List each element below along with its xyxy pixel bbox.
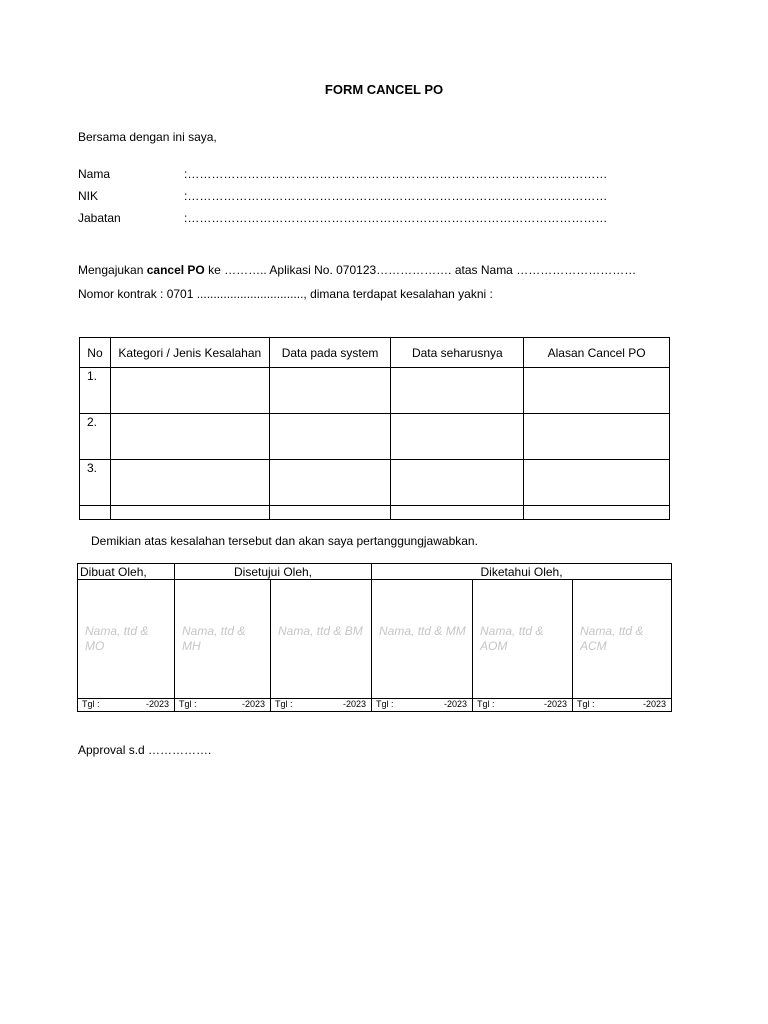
table-cell[interactable] bbox=[391, 414, 524, 460]
date-year: -2023 bbox=[643, 699, 667, 709]
date-cell[interactable] bbox=[573, 699, 672, 712]
date-cell[interactable] bbox=[372, 699, 473, 712]
header-kategori: Kategori / Jenis Kesalahan bbox=[110, 338, 269, 368]
date-label: Tgl : bbox=[82, 699, 100, 709]
header-data-seharusnya: Data seharusnya bbox=[391, 338, 524, 368]
date-year: -2023 bbox=[443, 699, 468, 709]
table-cell[interactable] bbox=[391, 460, 524, 506]
request-pre: Mengajukan bbox=[78, 263, 147, 277]
table-cell[interactable] bbox=[269, 506, 391, 520]
table-cell[interactable] bbox=[524, 460, 670, 506]
signature-header-row bbox=[78, 564, 672, 580]
approved-by-label: Disetujui Oleh, bbox=[175, 564, 372, 580]
closing-text: Demikian atas kesalahan tersebut dan akan saya pertanggungjawabkan. bbox=[91, 534, 478, 548]
signature-placeholder: Nama, ttd & MM bbox=[379, 624, 466, 638]
form-title: FORM CANCEL PO bbox=[324, 82, 444, 97]
jabatan-label: Jabatan bbox=[78, 211, 121, 225]
header-data-system: Data pada system bbox=[269, 338, 391, 368]
table-cell[interactable] bbox=[524, 368, 670, 414]
nama-field[interactable]: :…………………………………………………………………………………………… bbox=[184, 167, 608, 181]
table-cell[interactable] bbox=[524, 506, 670, 520]
date-label: Tgl : bbox=[477, 699, 495, 709]
signature-date-row bbox=[78, 699, 672, 712]
table-cell[interactable] bbox=[269, 368, 391, 414]
date-label: Tgl : bbox=[577, 699, 595, 709]
date-cell[interactable] bbox=[175, 699, 271, 712]
errors-header-row bbox=[80, 338, 670, 368]
table-cell[interactable] bbox=[269, 414, 391, 460]
signature-placeholder: Nama, ttd & MH bbox=[182, 624, 246, 653]
table-cell[interactable] bbox=[391, 506, 524, 520]
signature-box-acm[interactable] bbox=[573, 580, 672, 699]
table-cell[interactable] bbox=[80, 506, 111, 520]
approval-text: Approval s.d ……………. bbox=[78, 743, 212, 757]
table-cell[interactable] bbox=[269, 460, 391, 506]
jabatan-field[interactable]: :…………………………………………………………………………………………… bbox=[184, 211, 608, 225]
date-label: Tgl : bbox=[275, 699, 293, 709]
signature-box-aom[interactable] bbox=[473, 580, 573, 699]
nik-label: NIK bbox=[78, 189, 99, 203]
signature-box-mm[interactable] bbox=[372, 580, 473, 699]
made-by-label: Dibuat Oleh, bbox=[78, 564, 175, 580]
signature-box-mo[interactable] bbox=[78, 580, 175, 699]
table-row bbox=[80, 460, 670, 506]
signature-box-mh[interactable] bbox=[175, 580, 271, 699]
request-line bbox=[78, 263, 636, 277]
date-label: Tgl : bbox=[376, 699, 394, 709]
date-year: -2023 bbox=[241, 699, 265, 709]
table-cell[interactable] bbox=[391, 368, 524, 414]
errors-table bbox=[79, 337, 670, 520]
nama-label: Nama bbox=[78, 167, 111, 181]
intro-text: Bersama dengan ini saya, bbox=[78, 130, 217, 144]
header-no: No bbox=[80, 338, 111, 368]
signature-placeholder: Nama, ttd & MO bbox=[85, 624, 149, 653]
request-post: ke ……….. Aplikasi No. 070123………………. atas Nama ………………………… bbox=[204, 263, 637, 277]
signature-placeholder: Nama, ttd & BM bbox=[278, 624, 363, 638]
table-row bbox=[80, 414, 670, 460]
signature-placeholder: Nama, ttd & AOM bbox=[480, 624, 544, 653]
date-cell[interactable] bbox=[271, 699, 372, 712]
table-cell[interactable] bbox=[110, 414, 269, 460]
date-year: -2023 bbox=[342, 699, 367, 709]
header-alasan: Alasan Cancel PO bbox=[524, 338, 670, 368]
signature-box-bm[interactable] bbox=[271, 580, 372, 699]
request-bold: cancel PO bbox=[146, 263, 205, 277]
signature-placeholder: Nama, ttd & ACM bbox=[580, 624, 644, 653]
nik-field[interactable]: :…………………………………………………………………………………………… bbox=[184, 189, 608, 203]
date-year: -2023 bbox=[145, 699, 169, 709]
acknowledged-by-label: Diketahui Oleh, bbox=[372, 564, 672, 580]
row-number: 3. bbox=[80, 460, 111, 506]
table-row bbox=[80, 506, 670, 520]
table-cell[interactable] bbox=[110, 460, 269, 506]
date-cell[interactable] bbox=[473, 699, 573, 712]
row-number: 1. bbox=[80, 368, 111, 414]
table-cell[interactable] bbox=[110, 506, 269, 520]
date-label: Tgl : bbox=[179, 699, 197, 709]
date-cell[interactable] bbox=[78, 699, 175, 712]
signature-body-row bbox=[78, 580, 672, 699]
signature-table bbox=[77, 563, 672, 712]
contract-line: Nomor kontrak : 0701 ................................, dimana terdapat kesalahan yakni : bbox=[78, 287, 493, 301]
date-year: -2023 bbox=[543, 699, 568, 709]
table-row bbox=[80, 368, 670, 414]
row-number: 2. bbox=[80, 414, 111, 460]
table-cell[interactable] bbox=[524, 414, 670, 460]
table-cell[interactable] bbox=[110, 368, 269, 414]
